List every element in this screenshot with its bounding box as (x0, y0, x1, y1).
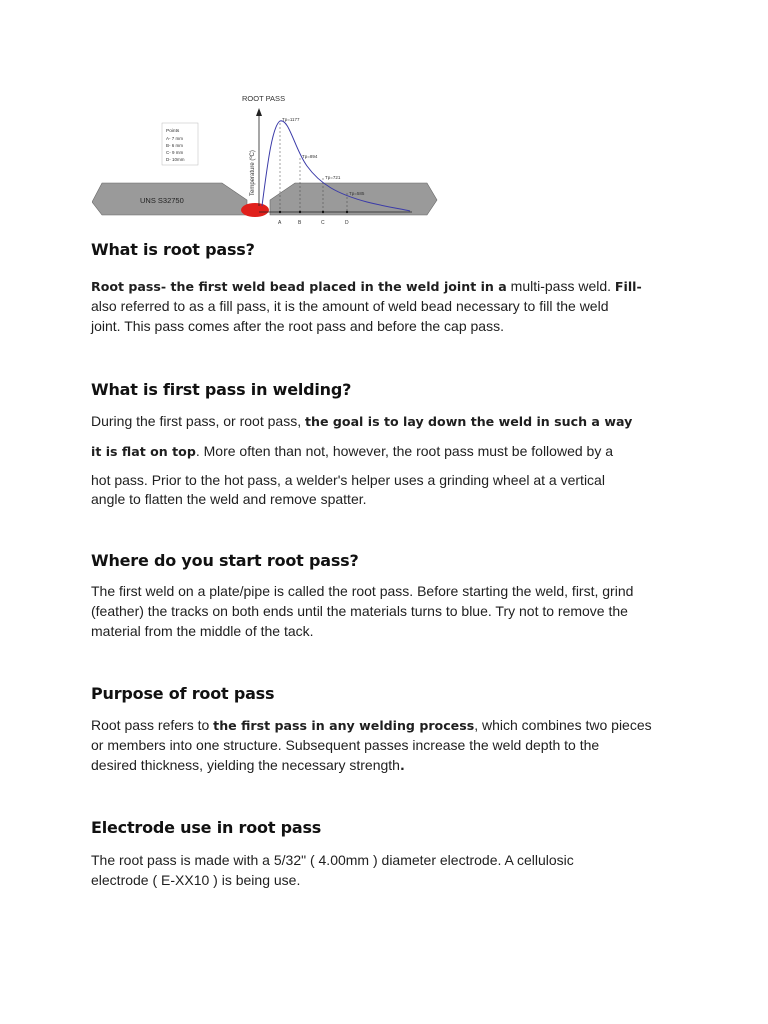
points-legend-b: B- 6 mm (166, 143, 184, 148)
plate-label: UNS S32750 (140, 196, 184, 205)
heading-purpose-root-pass: Purpose of root pass (91, 684, 275, 703)
first-pass-line-1-text: During the first pass, or root pass, (91, 413, 305, 429)
purpose-line-2: or members into one structure. Subsequent passes increase the weld depth to the (91, 737, 600, 753)
axis-letter-a: A (278, 220, 282, 226)
diagram-title: ROOT PASS (242, 94, 286, 103)
start-root-pass-line-2: (feather) the tracks on both ends until the materials turns to blue. Try not to remove the (91, 603, 628, 619)
axis-letter-d: D (345, 220, 349, 226)
purpose-line-3-bold: . (399, 758, 405, 773)
start-root-pass-line-1: The first weld on a plate/pipe is called the root pass. Before starting the weld, first, grind (91, 583, 634, 599)
heading-where-start-root-pass: Where do you start root pass? (91, 551, 359, 570)
peak-label-b: Tp=894 (302, 154, 318, 159)
peak-label-a: Tp=1177 (282, 117, 300, 122)
y-axis-arrow (256, 108, 262, 116)
purpose-line-3 (91, 755, 691, 776)
peak-label-d: Tp=585 (349, 191, 365, 196)
first-pass-line-2 (91, 441, 691, 462)
points-legend-c: C- 9 mm (166, 150, 184, 155)
root-pass-diagram (92, 88, 440, 230)
points-legend-title: Points (166, 129, 180, 134)
heading-first-pass-welding: What is first pass in welding? (91, 380, 352, 399)
points-legend-a: A- 7 mm (166, 136, 184, 141)
fill-term: Fill- (614, 279, 642, 294)
purpose-line-1-text-b: , which combines two pieces (474, 717, 652, 733)
first-pass-line-2-bold: it is flat on top (91, 444, 196, 459)
root-pass-term: Root pass (91, 279, 161, 294)
electrode-line-2: electrode ( E-XX10 ) is being use. (91, 872, 301, 888)
points-legend-d: D- 10mm (166, 157, 185, 162)
root-pass-definition-line-2: also referred to as a fill pass, it is the amount of weld bead necessary to fill the weld (91, 298, 609, 314)
heading-electrode-use: Electrode use in root pass (91, 818, 322, 837)
heading-what-is-root-pass: What is root pass? (91, 240, 255, 259)
right-plate (270, 183, 437, 215)
electrode-line-1: The root pass is made with a 5/32" ( 4.00mm ) diameter electrode. A cellulosic (91, 852, 574, 868)
axis-letter-b: B (298, 220, 302, 226)
purpose-line-3-text: desired thickness, yielding the necessary strength (91, 757, 400, 773)
peak-label-c: Tp=721 (325, 175, 341, 180)
start-root-pass-line-3: material from the middle of the tack. (91, 623, 314, 639)
weld-bead (241, 203, 269, 217)
first-pass-line-2-text: . More often than not, however, the root pass must be followed by a (195, 443, 613, 459)
first-pass-line-1 (91, 411, 691, 432)
first-pass-line-4: angle to flatten the weld and remove spatter. (91, 491, 367, 507)
axis-letter-c: C (321, 220, 325, 226)
y-axis-label: Temperature (ºC) (250, 150, 256, 196)
root-pass-definition-line-3: joint. This pass comes after the root pass and before the cap pass. (91, 318, 504, 334)
root-pass-definition-line-1 (91, 276, 691, 297)
purpose-line-1-bold: the first pass in any welding process (213, 718, 475, 733)
root-pass-definition-bold: - the first weld bead placed in the weld joint in a (160, 279, 507, 294)
first-pass-line-3: hot pass. Prior to the hot pass, a welder's helper uses a grinding wheel at a vertical (91, 472, 605, 488)
purpose-line-1 (91, 715, 691, 736)
root-pass-definition-text: multi-pass weld. (506, 278, 615, 294)
purpose-line-1-text: Root pass refers to (91, 717, 214, 733)
first-pass-line-1-bold: the goal is to lay down the weld in such a way (304, 414, 633, 429)
